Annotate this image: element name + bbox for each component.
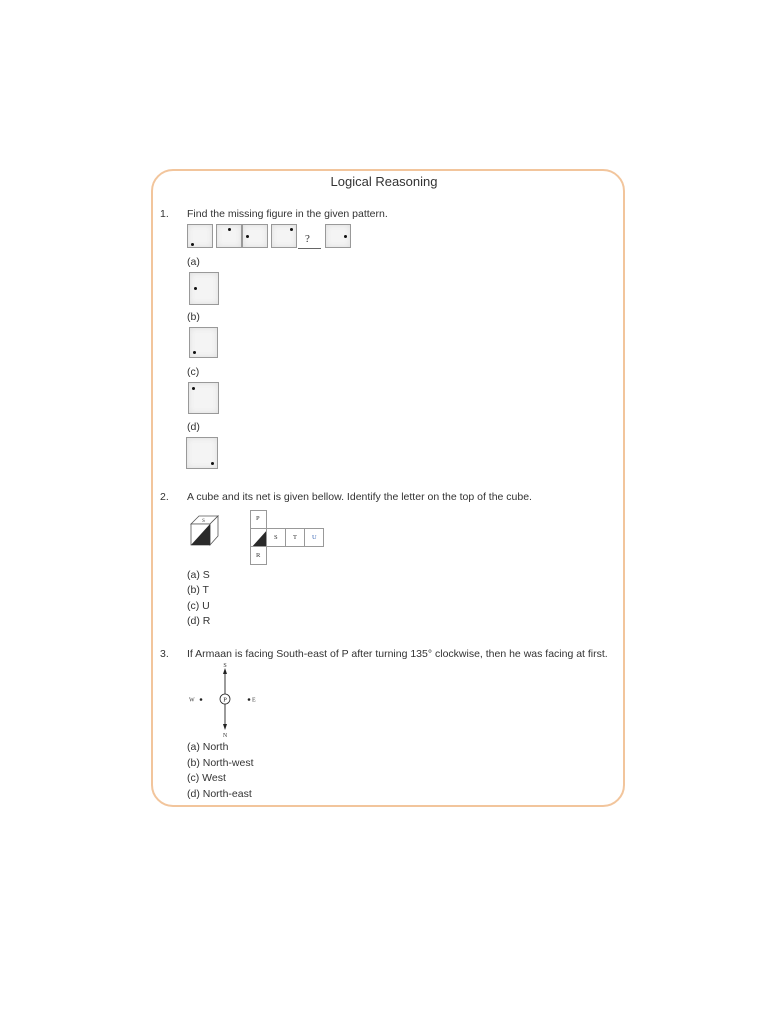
q1-option-b-label: (b) bbox=[187, 311, 200, 323]
right-marker bbox=[248, 698, 251, 701]
arrow-down bbox=[223, 724, 227, 730]
dot bbox=[211, 462, 214, 465]
net-cell-shaded bbox=[250, 528, 267, 547]
dot bbox=[192, 387, 195, 390]
pattern-figure-6 bbox=[325, 224, 351, 248]
dot bbox=[246, 235, 249, 238]
compass-left-label: W bbox=[189, 697, 195, 704]
q2-option-b[interactable]: (b) T bbox=[187, 584, 209, 596]
q3-option-a[interactable]: (a) North bbox=[187, 741, 229, 753]
q1-option-a-label: (a) bbox=[187, 256, 200, 268]
cube-figure bbox=[189, 514, 221, 548]
q2-number: 2. bbox=[160, 491, 169, 503]
q1-option-c-figure[interactable] bbox=[188, 382, 219, 414]
compass-bottom-label: N bbox=[222, 733, 228, 739]
q3-option-d[interactable]: (d) North-east bbox=[187, 788, 252, 800]
net-cell-u bbox=[304, 528, 324, 547]
q3-text: If Armaan is facing South-east of P after turning 135° clockwise, then he was facing at first. bbox=[187, 648, 608, 660]
section-title: Logical Reasoning bbox=[330, 174, 438, 189]
q2-option-d[interactable]: (d) R bbox=[187, 615, 211, 627]
q3-option-c[interactable]: (c) West bbox=[187, 772, 226, 784]
q1-option-d-label: (d) bbox=[187, 421, 200, 433]
q3-number: 3. bbox=[160, 648, 169, 660]
compass-right-label: E bbox=[252, 697, 256, 704]
dot bbox=[290, 228, 293, 231]
net-cell-s bbox=[266, 528, 286, 547]
q1-text: Find the missing figure in the given pattern. bbox=[187, 208, 388, 220]
pattern-figure-3 bbox=[242, 224, 268, 248]
q2-option-c[interactable]: (c) U bbox=[187, 600, 210, 612]
q1-number: 1. bbox=[160, 208, 169, 220]
dot bbox=[191, 243, 194, 246]
pattern-figure-1 bbox=[187, 224, 213, 248]
q1-option-d-figure[interactable] bbox=[186, 437, 218, 469]
dot bbox=[194, 287, 197, 290]
missing-figure-mark: ? bbox=[305, 233, 310, 245]
net-cell-bottom bbox=[250, 546, 267, 565]
q3-option-b[interactable]: (b) North-west bbox=[187, 757, 254, 769]
net-label-bottom: R bbox=[256, 552, 261, 559]
net-shade bbox=[251, 529, 267, 547]
q1-option-c-label: (c) bbox=[187, 366, 200, 378]
net-label-u: U bbox=[312, 534, 317, 541]
q1-option-a-figure[interactable] bbox=[189, 272, 219, 305]
compass-top-label: S bbox=[223, 663, 227, 669]
pattern-figure-2 bbox=[216, 224, 242, 248]
dot bbox=[344, 235, 347, 238]
center-label: P bbox=[223, 696, 227, 704]
q2-option-a[interactable]: (a) S bbox=[187, 569, 210, 581]
cube-top-letter: S bbox=[202, 519, 205, 524]
net-label-top: P bbox=[256, 515, 260, 522]
net-label-t: T bbox=[293, 534, 297, 541]
dot bbox=[193, 351, 196, 354]
dot bbox=[228, 228, 231, 231]
left-marker bbox=[200, 698, 203, 701]
net-cell-t bbox=[285, 528, 305, 547]
q2-text: A cube and its net is given bellow. Identify the letter on the top of the cube. bbox=[187, 491, 532, 503]
net-label-s: S bbox=[274, 534, 278, 541]
pattern-figure-4 bbox=[271, 224, 297, 248]
missing-figure-underline bbox=[298, 248, 321, 249]
q1-option-b-figure[interactable] bbox=[189, 327, 218, 358]
compass-diagram bbox=[180, 660, 270, 740]
net-cell-top bbox=[250, 510, 267, 529]
